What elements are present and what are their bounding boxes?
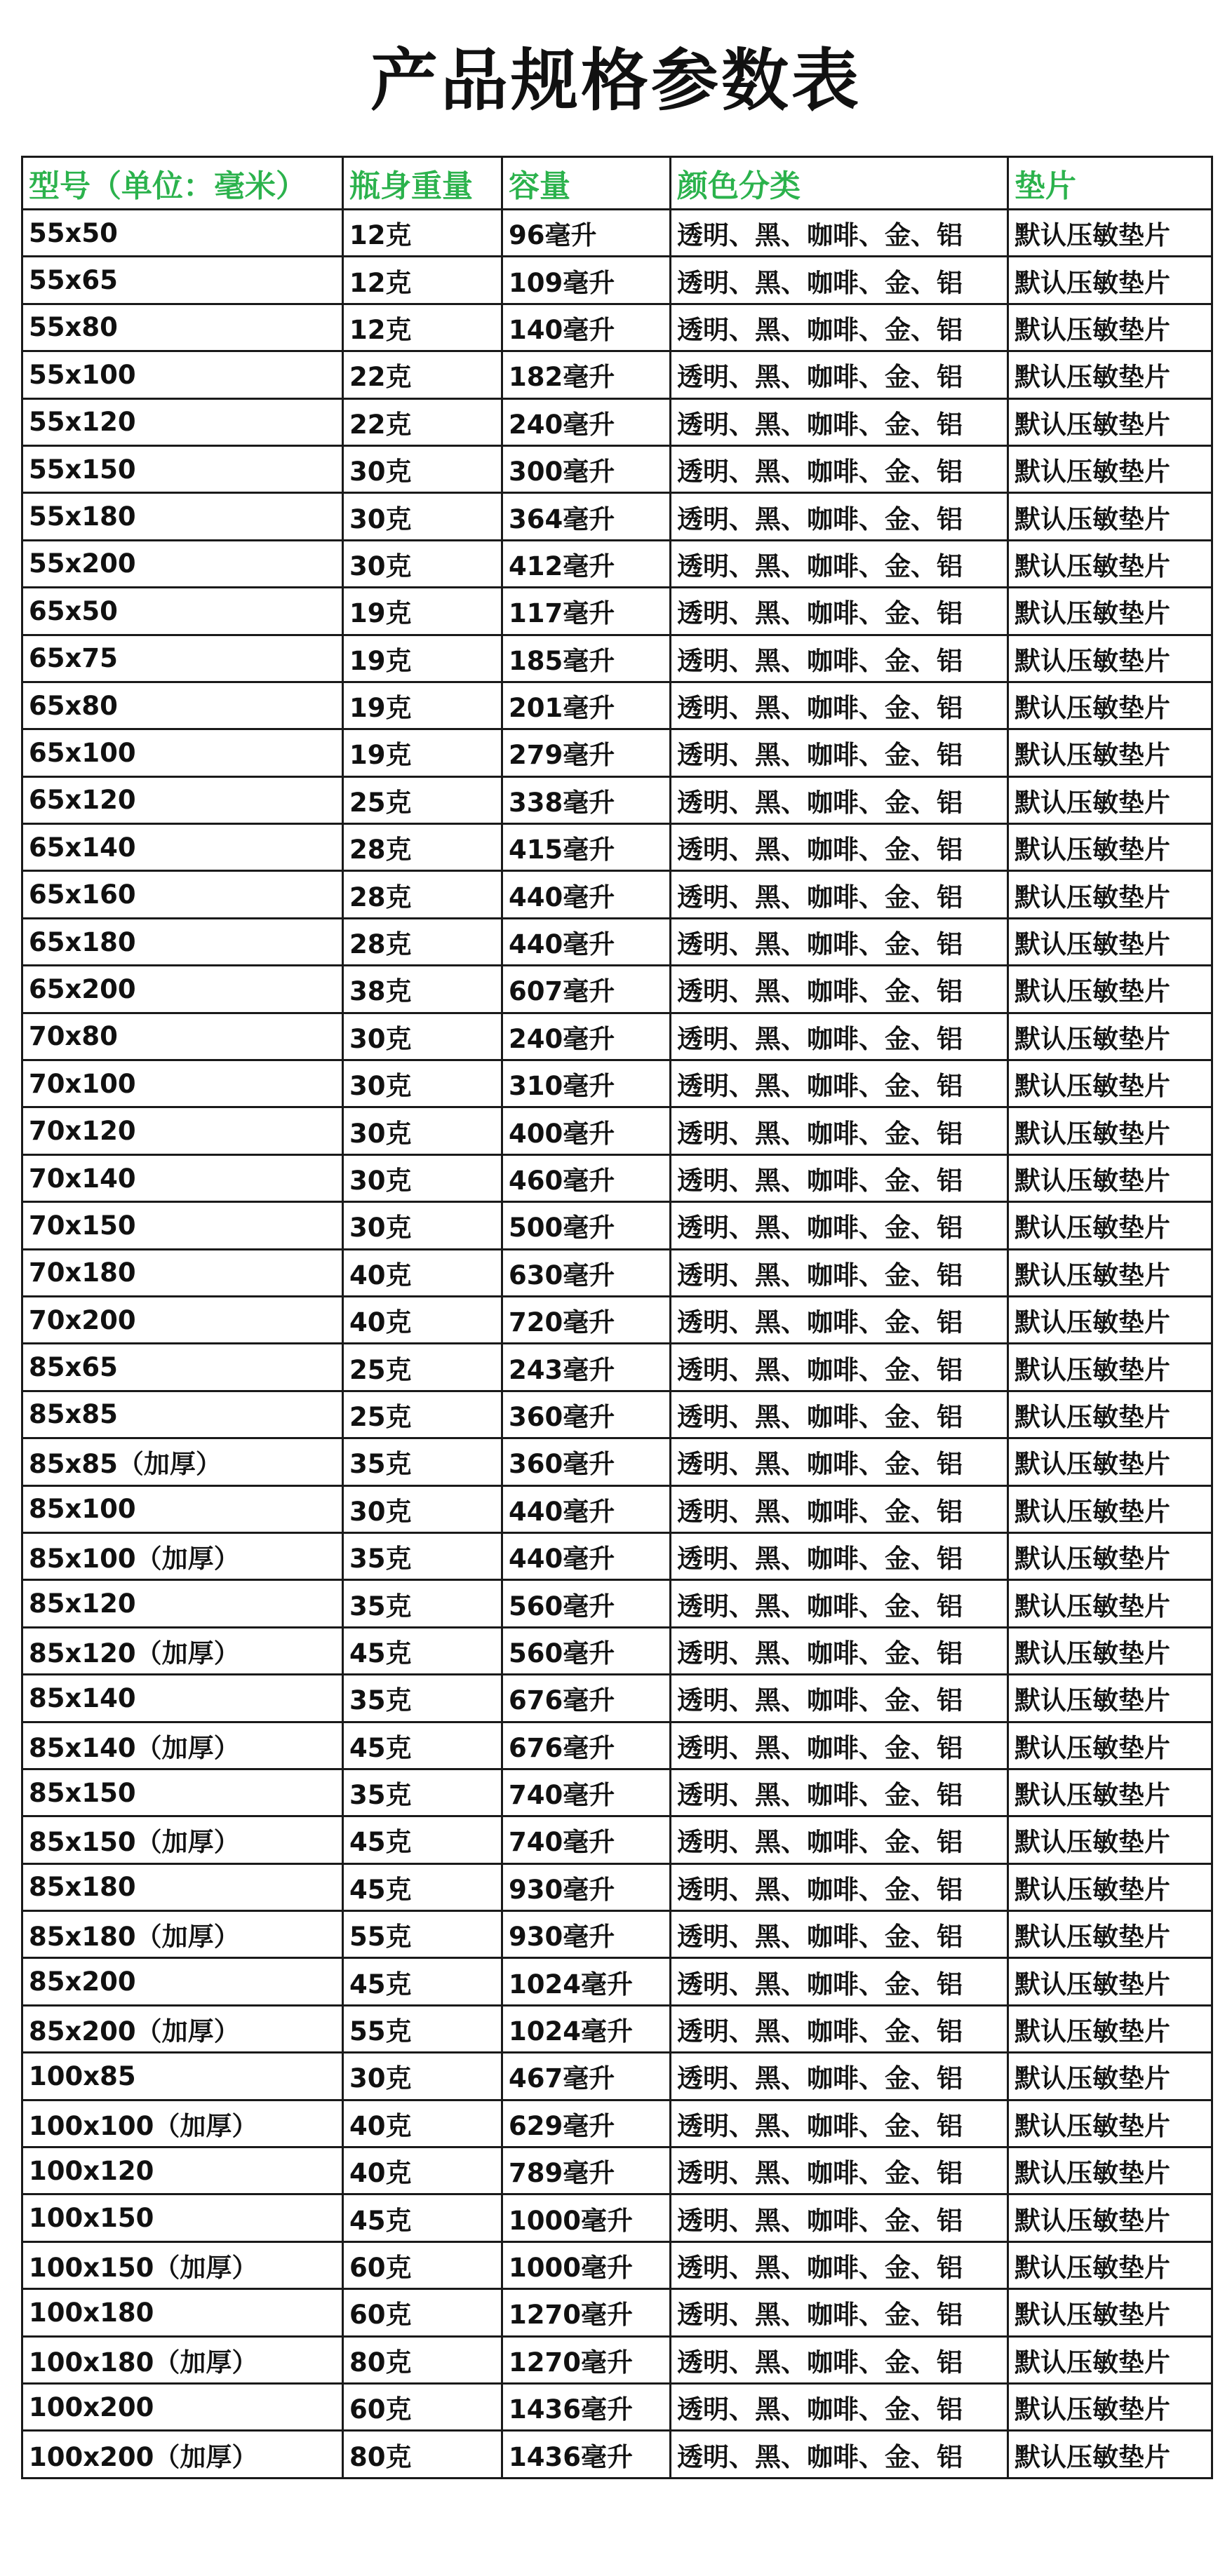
cell-weight: 45克 [343,1816,502,1863]
cell-color: 透明、黑、咖啡、金、铝 [671,2336,1008,2383]
cell-weight: 55克 [343,1911,502,1958]
cell-weight: 35克 [343,1769,502,1816]
cell-model: 85x200 [22,1958,343,2005]
cell-gasket: 默认压敏垫片 [1008,1958,1212,2005]
cell-color: 透明、黑、咖啡、金、铝 [671,1863,1008,1910]
cell-gasket: 默认压敏垫片 [1008,445,1212,492]
cell-color: 透明、黑、咖啡、金、铝 [671,1958,1008,2005]
cell-capacity: 607毫升 [502,966,671,1013]
cell-color: 透明、黑、咖啡、金、铝 [671,1580,1008,1627]
cell-gasket: 默认压敏垫片 [1008,2194,1212,2241]
table-header [22,157,1212,210]
cell-capacity: 279毫升 [502,729,671,776]
cell-capacity: 1436毫升 [502,2383,671,2430]
cell-gasket: 默认压敏垫片 [1008,1060,1212,1107]
cell-weight: 60克 [343,2241,502,2288]
cell-gasket: 默认压敏垫片 [1008,1438,1212,1485]
header-capacity: 容量 [502,157,671,210]
cell-color: 透明、黑、咖啡、金、铝 [671,966,1008,1013]
table-row [22,824,1212,871]
cell-gasket: 默认压敏垫片 [1008,2147,1212,2194]
cell-capacity: 240毫升 [502,398,671,445]
cell-color: 透明、黑、咖啡、金、铝 [671,1249,1008,1296]
table-row [22,1344,1212,1391]
cell-capacity: 930毫升 [502,1863,671,1910]
cell-model: 55x65 [22,257,343,304]
cell-color: 透明、黑、咖啡、金、铝 [671,1485,1008,1532]
table-row [22,1154,1212,1201]
cell-color: 透明、黑、咖啡、金、铝 [671,257,1008,304]
cell-color: 透明、黑、咖啡、金、铝 [671,304,1008,351]
cell-weight: 19克 [343,682,502,729]
cell-model: 100x85 [22,2053,343,2100]
cell-model: 85x65 [22,1344,343,1391]
cell-model: 65x180 [22,918,343,965]
cell-weight: 30克 [343,1060,502,1107]
table-row [22,966,1212,1013]
cell-gasket: 默认压敏垫片 [1008,1154,1212,1201]
cell-model: 100x200 [22,2383,343,2430]
cell-weight: 22克 [343,351,502,398]
table-row [22,1863,1212,1910]
cell-model: 65x80 [22,682,343,729]
cell-capacity: 740毫升 [502,1816,671,1863]
header-weight: 瓶身重量 [343,157,502,210]
cell-weight: 40克 [343,1249,502,1296]
cell-gasket: 默认压敏垫片 [1008,2431,1212,2478]
table-row [22,493,1212,540]
cell-gasket: 默认压敏垫片 [1008,1532,1212,1579]
cell-model: 65x120 [22,776,343,823]
table-row [22,1958,1212,2005]
cell-color: 透明、黑、咖啡、金、铝 [671,1816,1008,1863]
table-row [22,871,1212,918]
cell-capacity: 1024毫升 [502,1958,671,2005]
cell-weight: 40克 [343,2100,502,2147]
table-row [22,1013,1212,1060]
cell-capacity: 240毫升 [502,1013,671,1060]
cell-model: 65x100 [22,729,343,776]
cell-color: 透明、黑、咖啡、金、铝 [671,2241,1008,2288]
cell-model: 70x150 [22,1202,343,1249]
table-row [22,682,1212,729]
cell-capacity: 338毫升 [502,776,671,823]
cell-gasket: 默认压敏垫片 [1008,1911,1212,1958]
cell-gasket: 默认压敏垫片 [1008,871,1212,918]
cell-capacity: 720毫升 [502,1296,671,1343]
cell-weight: 19克 [343,635,502,682]
cell-weight: 12克 [343,257,502,304]
cell-gasket: 默认压敏垫片 [1008,2336,1212,2383]
table-row [22,635,1212,682]
cell-gasket: 默认压敏垫片 [1008,304,1212,351]
cell-color: 透明、黑、咖啡、金、铝 [671,682,1008,729]
cell-capacity: 460毫升 [502,1154,671,1201]
table-row [22,1485,1212,1532]
header-color: 颜色分类 [671,157,1008,210]
cell-gasket: 默认压敏垫片 [1008,1769,1212,1816]
cell-color: 透明、黑、咖啡、金、铝 [671,2100,1008,2147]
cell-color: 透明、黑、咖啡、金、铝 [671,871,1008,918]
table-row [22,2383,1212,2430]
cell-capacity: 140毫升 [502,304,671,351]
cell-color: 透明、黑、咖啡、金、铝 [671,1391,1008,1438]
table-row [22,210,1212,257]
cell-model: 85x150（加厚） [22,1816,343,1863]
cell-gasket: 默认压敏垫片 [1008,210,1212,257]
cell-weight: 25克 [343,776,502,823]
table-row [22,2100,1212,2147]
cell-gasket: 默认压敏垫片 [1008,2289,1212,2336]
cell-capacity: 96毫升 [502,210,671,257]
cell-weight: 38克 [343,966,502,1013]
cell-color: 透明、黑、咖啡、金、铝 [671,2194,1008,2241]
cell-weight: 80克 [343,2336,502,2383]
cell-weight: 30克 [343,540,502,587]
table-row [22,1249,1212,1296]
cell-gasket: 默认压敏垫片 [1008,1296,1212,1343]
cell-color: 透明、黑、咖啡、金、铝 [671,1438,1008,1485]
table-row [22,918,1212,965]
cell-model: 100x150 [22,2194,343,2241]
cell-color: 透明、黑、咖啡、金、铝 [671,1296,1008,1343]
spec-table [21,156,1213,2479]
cell-color: 透明、黑、咖啡、金、铝 [671,398,1008,445]
cell-model: 85x120 [22,1580,343,1627]
cell-weight: 30克 [343,445,502,492]
cell-gasket: 默认压敏垫片 [1008,257,1212,304]
cell-weight: 35克 [343,1580,502,1627]
cell-color: 透明、黑、咖啡、金、铝 [671,1060,1008,1107]
cell-weight: 40克 [343,1296,502,1343]
cell-weight: 45克 [343,1863,502,1910]
cell-model: 100x120 [22,2147,343,2194]
cell-capacity: 415毫升 [502,824,671,871]
cell-gasket: 默认压敏垫片 [1008,1391,1212,1438]
header-row [22,157,1212,210]
table-row [22,1627,1212,1674]
cell-capacity: 364毫升 [502,493,671,540]
cell-capacity: 630毫升 [502,1249,671,1296]
cell-model: 70x120 [22,1107,343,1154]
table-row [22,2194,1212,2241]
cell-model: 55x50 [22,210,343,257]
cell-color: 透明、黑、咖啡、金、铝 [671,1722,1008,1769]
table-body [22,210,1212,2479]
cell-gasket: 默认压敏垫片 [1008,2005,1212,2052]
cell-color: 透明、黑、咖啡、金、铝 [671,2147,1008,2194]
cell-model: 85x180 [22,1863,343,1910]
header-gasket: 垫片 [1008,157,1212,210]
cell-capacity: 360毫升 [502,1438,671,1485]
cell-weight: 12克 [343,210,502,257]
cell-model: 85x100 [22,1485,343,1532]
cell-capacity: 440毫升 [502,1485,671,1532]
cell-weight: 12克 [343,304,502,351]
cell-weight: 60克 [343,2289,502,2336]
cell-capacity: 1270毫升 [502,2289,671,2336]
cell-capacity: 629毫升 [502,2100,671,2147]
cell-color: 透明、黑、咖啡、金、铝 [671,824,1008,871]
cell-model: 65x75 [22,635,343,682]
cell-gasket: 默认压敏垫片 [1008,1627,1212,1674]
cell-gasket: 默认压敏垫片 [1008,682,1212,729]
cell-capacity: 243毫升 [502,1344,671,1391]
table-row [22,2241,1212,2288]
table-row [22,1202,1212,1249]
cell-weight: 30克 [343,2053,502,2100]
cell-color: 透明、黑、咖啡、金、铝 [671,918,1008,965]
table-row [22,1675,1212,1722]
cell-gasket: 默认压敏垫片 [1008,540,1212,587]
cell-capacity: 440毫升 [502,918,671,965]
table-row [22,1060,1212,1107]
cell-gasket: 默认压敏垫片 [1008,1863,1212,1910]
table-row [22,1580,1212,1627]
cell-color: 透明、黑、咖啡、金、铝 [671,1013,1008,1060]
table-row [22,540,1212,587]
cell-color: 透明、黑、咖啡、金、铝 [671,1107,1008,1154]
cell-capacity: 1000毫升 [502,2241,671,2288]
cell-gasket: 默认压敏垫片 [1008,351,1212,398]
cell-model: 85x200（加厚） [22,2005,343,2052]
cell-weight: 30克 [343,1154,502,1201]
cell-gasket: 默认压敏垫片 [1008,824,1212,871]
cell-gasket: 默认压敏垫片 [1008,2383,1212,2430]
cell-model: 65x200 [22,966,343,1013]
cell-weight: 35克 [343,1438,502,1485]
table-row [22,1391,1212,1438]
cell-color: 透明、黑、咖啡、金、铝 [671,210,1008,257]
cell-weight: 30克 [343,1202,502,1249]
cell-capacity: 740毫升 [502,1769,671,1816]
cell-color: 透明、黑、咖啡、金、铝 [671,1154,1008,1201]
cell-model: 100x150（加厚） [22,2241,343,2288]
cell-color: 透明、黑、咖啡、金、铝 [671,2005,1008,2052]
table-row [22,1296,1212,1343]
table-row [22,304,1212,351]
cell-capacity: 201毫升 [502,682,671,729]
cell-weight: 30克 [343,1485,502,1532]
cell-capacity: 300毫升 [502,445,671,492]
table-row [22,588,1212,635]
cell-gasket: 默认压敏垫片 [1008,2053,1212,2100]
cell-gasket: 默认压敏垫片 [1008,1485,1212,1532]
cell-color: 透明、黑、咖啡、金、铝 [671,2053,1008,2100]
cell-gasket: 默认压敏垫片 [1008,1013,1212,1060]
cell-capacity: 560毫升 [502,1627,671,1674]
cell-color: 透明、黑、咖啡、金、铝 [671,351,1008,398]
cell-color: 透明、黑、咖啡、金、铝 [671,635,1008,682]
cell-capacity: 467毫升 [502,2053,671,2100]
cell-model: 85x140（加厚） [22,1722,343,1769]
table-row [22,1532,1212,1579]
table-row [22,2005,1212,2052]
cell-color: 透明、黑、咖啡、金、铝 [671,1202,1008,1249]
cell-gasket: 默认压敏垫片 [1008,2241,1212,2288]
cell-model: 65x160 [22,871,343,918]
cell-model: 55x200 [22,540,343,587]
cell-color: 透明、黑、咖啡、金、铝 [671,588,1008,635]
cell-model: 100x180 [22,2289,343,2336]
cell-gasket: 默认压敏垫片 [1008,1580,1212,1627]
cell-weight: 19克 [343,729,502,776]
cell-color: 透明、黑、咖啡、金、铝 [671,540,1008,587]
cell-gasket: 默认压敏垫片 [1008,1249,1212,1296]
cell-model: 85x100（加厚） [22,1532,343,1579]
cell-capacity: 440毫升 [502,871,671,918]
cell-model: 70x80 [22,1013,343,1060]
cell-weight: 35克 [343,1675,502,1722]
cell-weight: 35克 [343,1532,502,1579]
cell-capacity: 360毫升 [502,1391,671,1438]
cell-capacity: 676毫升 [502,1722,671,1769]
cell-model: 85x120（加厚） [22,1627,343,1674]
cell-color: 透明、黑、咖啡、金、铝 [671,729,1008,776]
cell-gasket: 默认压敏垫片 [1008,966,1212,1013]
cell-weight: 30克 [343,493,502,540]
cell-color: 透明、黑、咖啡、金、铝 [671,1627,1008,1674]
cell-model: 85x140 [22,1675,343,1722]
cell-weight: 28克 [343,918,502,965]
cell-color: 透明、黑、咖啡、金、铝 [671,1675,1008,1722]
cell-gasket: 默认压敏垫片 [1008,729,1212,776]
cell-capacity: 400毫升 [502,1107,671,1154]
table-row [22,1769,1212,1816]
cell-model: 65x140 [22,824,343,871]
cell-weight: 25克 [343,1344,502,1391]
cell-weight: 25克 [343,1391,502,1438]
cell-capacity: 185毫升 [502,635,671,682]
cell-capacity: 109毫升 [502,257,671,304]
table-row [22,257,1212,304]
cell-weight: 28克 [343,824,502,871]
cell-weight: 45克 [343,1627,502,1674]
table-row [22,1911,1212,1958]
cell-capacity: 676毫升 [502,1675,671,1722]
table-row [22,2147,1212,2194]
cell-weight: 45克 [343,1722,502,1769]
cell-gasket: 默认压敏垫片 [1008,1722,1212,1769]
cell-color: 透明、黑、咖啡、金、铝 [671,1344,1008,1391]
cell-model: 100x200（加厚） [22,2431,343,2478]
cell-color: 透明、黑、咖啡、金、铝 [671,776,1008,823]
cell-gasket: 默认压敏垫片 [1008,1107,1212,1154]
page-title: 产品规格参数表 [370,41,862,120]
table-row [22,729,1212,776]
cell-color: 透明、黑、咖啡、金、铝 [671,445,1008,492]
cell-model: 100x100（加厚） [22,2100,343,2147]
cell-model: 55x80 [22,304,343,351]
table-row [22,1722,1212,1769]
cell-color: 透明、黑、咖啡、金、铝 [671,2431,1008,2478]
table-row [22,2053,1212,2100]
table-row [22,445,1212,492]
cell-capacity: 1000毫升 [502,2194,671,2241]
cell-model: 70x180 [22,1249,343,1296]
cell-weight: 80克 [343,2431,502,2478]
cell-model: 55x120 [22,398,343,445]
cell-model: 55x150 [22,445,343,492]
cell-gasket: 默认压敏垫片 [1008,1202,1212,1249]
table-row [22,1107,1212,1154]
table-row [22,1816,1212,1863]
cell-weight: 30克 [343,1107,502,1154]
cell-weight: 28克 [343,871,502,918]
cell-color: 透明、黑、咖啡、金、铝 [671,2289,1008,2336]
cell-model: 85x85（加厚） [22,1438,343,1485]
cell-capacity: 412毫升 [502,540,671,587]
table-row [22,398,1212,445]
cell-weight: 45克 [343,1958,502,2005]
cell-color: 透明、黑、咖啡、金、铝 [671,493,1008,540]
cell-gasket: 默认压敏垫片 [1008,493,1212,540]
cell-color: 透明、黑、咖啡、金、铝 [671,1769,1008,1816]
cell-weight: 55克 [343,2005,502,2052]
cell-model: 70x140 [22,1154,343,1201]
table-row [22,776,1212,823]
cell-capacity: 500毫升 [502,1202,671,1249]
cell-gasket: 默认压敏垫片 [1008,2100,1212,2147]
table-row [22,2289,1212,2336]
cell-weight: 45克 [343,2194,502,2241]
cell-capacity: 440毫升 [502,1532,671,1579]
cell-model: 70x100 [22,1060,343,1107]
cell-weight: 30克 [343,1013,502,1060]
header-model: 型号（单位：毫米） [22,157,343,210]
cell-gasket: 默认压敏垫片 [1008,635,1212,682]
cell-color: 透明、黑、咖啡、金、铝 [671,1911,1008,1958]
cell-capacity: 310毫升 [502,1060,671,1107]
cell-model: 100x180（加厚） [22,2336,343,2383]
cell-weight: 22克 [343,398,502,445]
table-row [22,1438,1212,1485]
cell-model: 55x100 [22,351,343,398]
cell-model: 55x180 [22,493,343,540]
cell-capacity: 930毫升 [502,1911,671,1958]
cell-capacity: 789毫升 [502,2147,671,2194]
cell-color: 透明、黑、咖啡、金、铝 [671,1532,1008,1579]
cell-gasket: 默认压敏垫片 [1008,918,1212,965]
cell-weight: 19克 [343,588,502,635]
cell-capacity: 117毫升 [502,588,671,635]
cell-gasket: 默认压敏垫片 [1008,776,1212,823]
cell-model: 70x200 [22,1296,343,1343]
cell-gasket: 默认压敏垫片 [1008,1675,1212,1722]
cell-weight: 40克 [343,2147,502,2194]
table-row [22,351,1212,398]
cell-gasket: 默认压敏垫片 [1008,398,1212,445]
cell-model: 85x85 [22,1391,343,1438]
cell-capacity: 560毫升 [502,1580,671,1627]
cell-capacity: 1024毫升 [502,2005,671,2052]
cell-model: 65x50 [22,588,343,635]
cell-capacity: 1436毫升 [502,2431,671,2478]
cell-gasket: 默认压敏垫片 [1008,1816,1212,1863]
table-row [22,2431,1212,2478]
table-row [22,2336,1212,2383]
cell-model: 85x150 [22,1769,343,1816]
cell-gasket: 默认压敏垫片 [1008,1344,1212,1391]
cell-gasket: 默认压敏垫片 [1008,588,1212,635]
cell-weight: 60克 [343,2383,502,2430]
cell-color: 透明、黑、咖啡、金、铝 [671,2383,1008,2430]
cell-capacity: 182毫升 [502,351,671,398]
cell-capacity: 1270毫升 [502,2336,671,2383]
cell-model: 85x180（加厚） [22,1911,343,1958]
